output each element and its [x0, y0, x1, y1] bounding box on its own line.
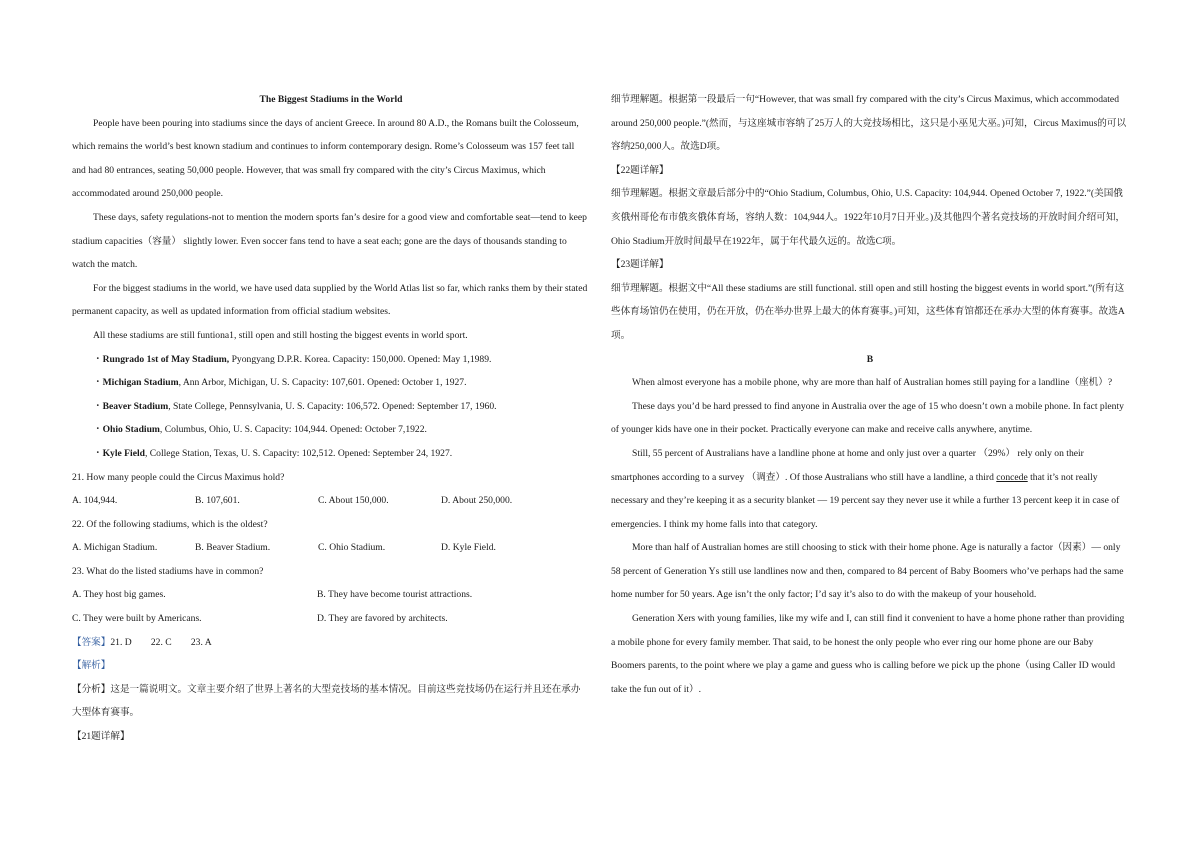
analysis-summary: 【分析】这是一篇说明文。文章主要介绍了世界上著名的大型竞技场的基本情况。目前这些竞技场仍在运行并且还在承办大型体育赛事。: [72, 683, 581, 719]
paragraph-text: Still, 55 percent of Australians have a landline phone at home and only just over a quarter （29%） rely only on their smartphones according to a survey （调查）. Of those Australians who still have a landline, a third: [611, 447, 1084, 483]
option: B. 107,601.: [195, 495, 240, 507]
detail-22-heading: 【22题详解】: [611, 164, 669, 176]
stadium-item: ・Ohio Stadium, Columbus, Ohio, U. S. Capacity: 104,944. Opened: October 7,1922.: [93, 424, 427, 436]
right-column: [611, 88, 1129, 701]
stadium-name: Ohio Stadium: [102, 424, 160, 436]
question-22: 22. Of the following stadiums, which is the oldest?: [72, 518, 268, 530]
question-23-options-ab: [72, 583, 590, 607]
paragraph-3: For the biggest stadiums in the world, we have used data supplied by the World Atlas list so far, which ranks them by their stated permanent capacity, as well as updated information from official stadium websites.: [72, 282, 588, 318]
stadium-info: , Columbus, Ohio, U. S. Capacity: 104,944. Opened: October 7,1922.: [159, 424, 427, 436]
option: C. About 150,000.: [318, 495, 389, 507]
option: C. They were built by Americans.: [72, 613, 202, 625]
paragraph-2: These days, safety regulations-not to mention the modern sports fan’s desire for a good view and comfortable seat—tend to keep stadium capacities（容量） slightly lower. Even soccer fans tend to have a seat each; gone are the days of thousands standing to watch the match.: [72, 211, 587, 271]
paragraph-text: that it’s not really necessary and they’re keeping it as a security blanket — 19 percent say they never use it while a further 13 percent keep it in case of emergencies. I think my home falls into that category.: [611, 471, 1120, 530]
stadium-item: ・Beaver Stadium, State College, Pennsylvania, U. S. Capacity: 106,572. Opened: September 17, 1960.: [93, 400, 497, 412]
stadium-name: Rungrado 1st of May Stadium,: [102, 353, 230, 365]
passage-b-paragraph-5: Generation Xers with young families, like my wife and I, can still find it convenient to have a home phone rather than providing a mobile phone for every family member. That said, to be honest the only people who ever ring our home phone are our Baby Boomers parents, to the point where we play a game and guess who is calling before we pick up the phone（using Caller ID would take the fun out of it）.: [611, 613, 1125, 695]
answer-label: 【答案】: [72, 636, 111, 648]
answer-line: [72, 631, 590, 655]
question-23: 23. What do the listed stadiums have in common?: [72, 565, 264, 577]
left-column: [72, 88, 590, 749]
detail-23-heading: 【23题详解】: [611, 259, 669, 271]
stadium-item: ・Kyle Field, College Station, Texas, U. S. Capacity: 102,512. Opened: September 24, 1927.: [93, 447, 453, 459]
stadium-name: Michigan Stadium: [102, 377, 179, 389]
option: A. 104,944.: [72, 495, 118, 507]
stadium-info: , College Station, Texas, U. S. Capacity: 102,512. Opened: September 24, 1927.: [144, 447, 453, 459]
stadium-name: Beaver Stadium: [102, 400, 169, 412]
article-title: The Biggest Stadiums in the World: [259, 94, 403, 105]
stadium-item: ・Rungrado 1st of May Stadium, Pyongyang D.P.R. Korea. Capacity: 150,000. Opened: May 1,1989.: [93, 353, 492, 365]
passage-b-paragraph-1: When almost everyone has a mobile phone, why are more than half of Australian homes still paying for a landline（座机）?: [632, 377, 1113, 389]
option: B. Beaver Stadium.: [195, 542, 271, 554]
option: D. About 250,000.: [441, 495, 513, 507]
passage-b-paragraph-4: More than half of Australian homes are still choosing to stick with their home phone. Age is naturally a factor（因素）— only 58 percent of Generation Ys still use landlines now and then, compared to 84 percent of Baby Boomers who’ve perhaps had the same home number for 50 years. Age isn’t the only factor; I’d say it’s also to do with the makeup of your household.: [611, 542, 1124, 601]
section-b-heading: B: [866, 353, 874, 365]
underlined-word: concede: [996, 471, 1028, 483]
detail-23-text: 细节理解题。根据文中“All these stadiums are still functional. still open and still hosting the biggest events in world sport.”(所有这些体育场馆仍在使用，仍在开放，仍在举办世界上最大的体育赛事。)可知，这些体育馆都还在承办大型的体育赛事。故选A项。: [611, 282, 1125, 341]
option: C. Ohio Stadium.: [318, 542, 386, 554]
passage-b-paragraph-3: [611, 442, 1129, 536]
detail-22-text: 细节理解题。根据文章最后部分中的“Ohio Stadium, Columbus, Ohio, U.S. Capacity: 104,944. Opened October 7, 1922.”(美国俄亥俄州哥伦布市俄亥俄体育场，容纳人数：104,944人。1922年10月7日开业。)及其他四个著名竞技场的开放时间介绍可知，Ohio Stadium开放时间最早在1922年，属于年代最久远的。故选C项。: [611, 188, 1126, 247]
stadium-item: ・Michigan Stadium, Ann Arbor, Michigan, U. S. Capacity: 107,601. Opened: October 1, 1927.: [93, 377, 467, 389]
stadium-info: , State College, Pennsylvania, U. S. Capacity: 106,572. Opened: September 17, 1960.: [168, 400, 497, 412]
option: A. They host big games.: [72, 589, 166, 601]
paragraph-4: All these stadiums are still funtiona1, still open and still hosting the biggest events in world sport.: [93, 329, 468, 341]
question-23-options-cd: [72, 607, 590, 631]
option: D. Kyle Field.: [441, 542, 496, 554]
detail-21-text: 细节理解题。根据第一段最后一句“However, that was small fry compared with the city’s Circus Maximus, which accommodated around 250,000 people.”(然而，与这座城市容纳了25万人的大竞技场相比，这只是小巫见大巫。)可知，Circus Maximus的可以容纳250,000人。故选D项。: [611, 94, 1127, 153]
option: D. They are favored by architects.: [317, 613, 448, 625]
stadium-name: Kyle Field: [102, 447, 145, 459]
option: A. Michigan Stadium.: [72, 542, 158, 554]
paragraph-1: People have been pouring into stadiums since the days of ancient Greece. In around 80 A.D., the Romans built the Colosseum, which remains the world’s best known stadium and continues to inform contemporary design. Rome’s Colosseum was 157 feet tall and had 80 entrances, seating 50,000 people. However, that was small fry compared with the city’s Circus Maximus, which accommodated around 250,000 people.: [72, 117, 579, 200]
question-22-options: [72, 536, 590, 560]
question-21-options: [72, 489, 590, 513]
analysis-label: 【解析】: [72, 660, 111, 672]
detail-21-heading: 【21题详解】: [72, 731, 130, 743]
question-21: 21. How many people could the Circus Maximus hold?: [72, 471, 285, 483]
stadium-info: , Ann Arbor, Michigan, U. S. Capacity: 107,601. Opened: October 1, 1927.: [178, 377, 467, 389]
passage-b-paragraph-2: These days you’d be hard pressed to find anyone in Australia over the age of 15 who doesn’t own a mobile phone. In fact plenty of younger kids have one in their pocket. Practically everyone can make and receive calls anywhere, anytime.: [611, 400, 1124, 436]
stadium-info: Pyongyang D.P.R. Korea. Capacity: 150,000. Opened: May 1,1989.: [229, 353, 492, 365]
option: B. They have become tourist attractions.: [317, 589, 473, 601]
answer-text: 21. D 22. C 23. A: [110, 636, 212, 648]
